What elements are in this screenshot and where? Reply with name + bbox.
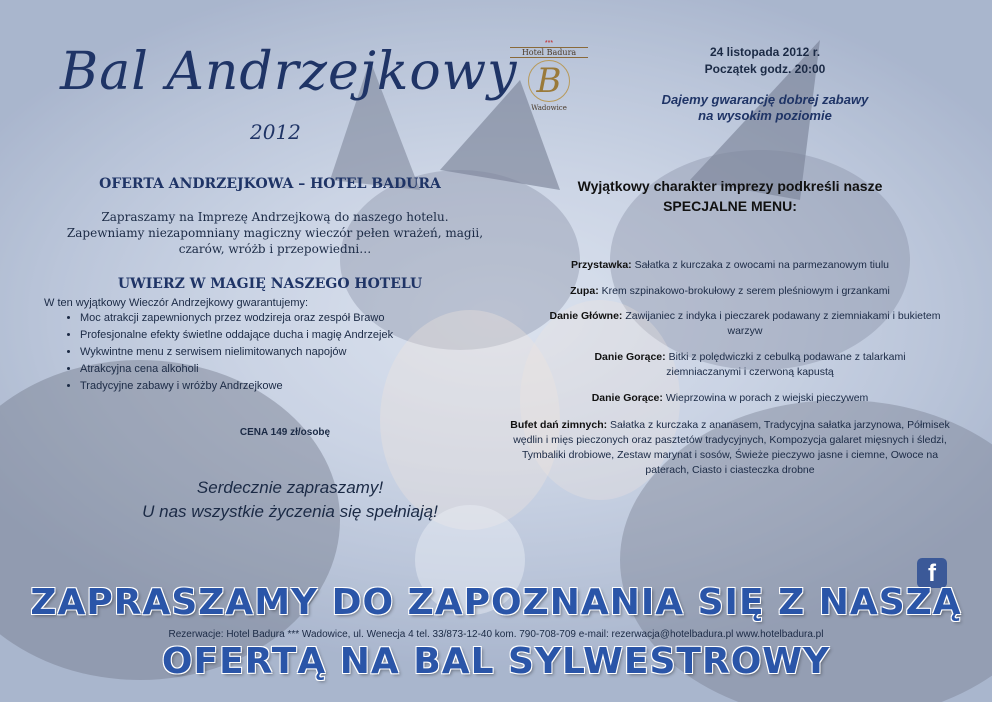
intro-line: Zapewniamy niezapomniany magiczny wieczór pełen wrażeń, magii,: [66, 226, 484, 240]
menu-item-text: Wieprzowina w porach z wiejski pieczywem: [665, 392, 869, 404]
intro-line: Zapraszamy na Imprezę Andrzejkową do naszego hotelu.: [101, 210, 449, 224]
menu-item-label: Zupa:: [570, 285, 599, 297]
menu-item: [505, 391, 955, 406]
logo-hotel-name: Hotel Badura: [510, 47, 588, 58]
list-item: • Tradycyjne zabawy i wróżby Andrzejkowe: [80, 378, 393, 395]
menu-item-label: Bufet dań zimnych:: [510, 419, 608, 431]
event-title: Bal Andrzejkowy: [60, 42, 518, 102]
menu-item-text: Zawijaniec z indyka i pieczarek podawany z ziemniakami i bukietem warzyw: [625, 310, 941, 337]
menu-item-label: Danie Gorące:: [594, 351, 666, 363]
guarantee-tagline: [630, 92, 900, 124]
guarantee-line-2: na wysokim poziomie: [698, 108, 832, 123]
list-item: • Profesjonalne efekty świetlne oddające ducha i magię Andrzejek: [80, 327, 393, 344]
invitation: [110, 476, 470, 524]
invite-line-2: U nas wszystkie życzenia się spełniają!: [142, 502, 438, 521]
menu-item: [500, 418, 960, 478]
menu-heading-line-1: Wyjątkowy charakter imprezy podkreśli nasze: [577, 178, 883, 194]
list-item: • Atrakcyjna cena alkoholi: [80, 361, 393, 378]
attractions-list: [62, 310, 393, 395]
menu-item-text: Sałatka z kurczaka z ananasem, Tradycyjna sałatka jarzynowa, Półmisek wędlin i mięs pieczonych oraz pasztetów tradycyjnych, Kompozycja galaret mięsnych i śledzi, Tymbaliki drobiowe, Zestaw marynat i sosów, Świeże pieczywo jasne i ciemne, Owoce na paterach, Ciasto i ciasteczka drobne: [513, 419, 950, 476]
logo-city: Wadowice: [531, 104, 567, 112]
menu-item-label: Danie Główne:: [549, 310, 623, 322]
banner-line-2: OFERTĄ NA BAL SYLWESTROWY: [161, 641, 831, 682]
menu-item-label: Danie Gorące:: [591, 392, 663, 404]
offer-intro: [40, 209, 510, 257]
menu-item-text: Bitki z polędwiczki z cebulką podawane z talarkami ziemniaczanymi i czerwoną kapustą: [666, 351, 906, 378]
contact-info: Rezerwacje: Hotel Badura *** Wadowice, ul. Wenecja 4 tel. 33/873-12-40 kom. 790-708-709 e-mail: rezerwacja@hotelbadura.pl www.hotelbadura.pl: [168, 629, 824, 640]
menu-heading-line-2: SPECJALNE MENU:: [663, 198, 797, 214]
menu-item-label: Przystawka:: [570, 259, 632, 271]
menu-item-text: Krem szpinakowo-brokułowy z serem pleśniowym i grzankami: [601, 285, 890, 297]
logo-stars: ***: [544, 40, 554, 47]
event-date: 24 listopada 2012 r.: [709, 45, 821, 59]
event-start: Początek godz. 20:00: [704, 62, 826, 76]
menu-item: [545, 309, 945, 339]
guarantee-intro: W ten wyjątkowy Wieczór Andrzejkowy gwarantujemy:: [44, 297, 309, 309]
list-item: • Wykwintne menu z serwisem nielimitowanych napojów: [80, 344, 393, 361]
guarantee-line-1: Dajemy gwarancję dobrej zabawy: [661, 92, 869, 107]
logo-monogram: B: [528, 60, 570, 102]
event-year: 2012: [250, 120, 301, 144]
facebook-icon[interactable]: f: [917, 558, 947, 588]
banner-line-1: ZAPRASZAMY DO ZAPOZNANIA SIĘ Z NASZĄ: [30, 582, 962, 623]
offer-heading: OFERTA ANDRZEJKOWA – HOTEL BADURA: [99, 176, 441, 192]
invite-line-1: Serdecznie zapraszamy!: [196, 478, 384, 497]
intro-line: czarów, wróżb i przepowiedni…: [178, 242, 372, 256]
menu-heading: [530, 176, 930, 216]
hotel-logo: [510, 40, 588, 112]
price: CENA 149 zł/osobę: [239, 427, 331, 438]
menu-item: [505, 284, 955, 299]
menu-item: [560, 350, 940, 380]
menu-item-text: Sałatka z kurczaka z owocami na parmezanowym tiulu: [634, 259, 890, 271]
event-date-block: [680, 44, 850, 78]
magic-heading: UWIERZ W MAGIĘ NASZEGO HOTELU: [117, 276, 423, 292]
menu-item: [505, 258, 955, 273]
list-item: • Moc atrakcji zapewnionych przez wodzireja oraz zespół Brawo: [80, 310, 393, 327]
